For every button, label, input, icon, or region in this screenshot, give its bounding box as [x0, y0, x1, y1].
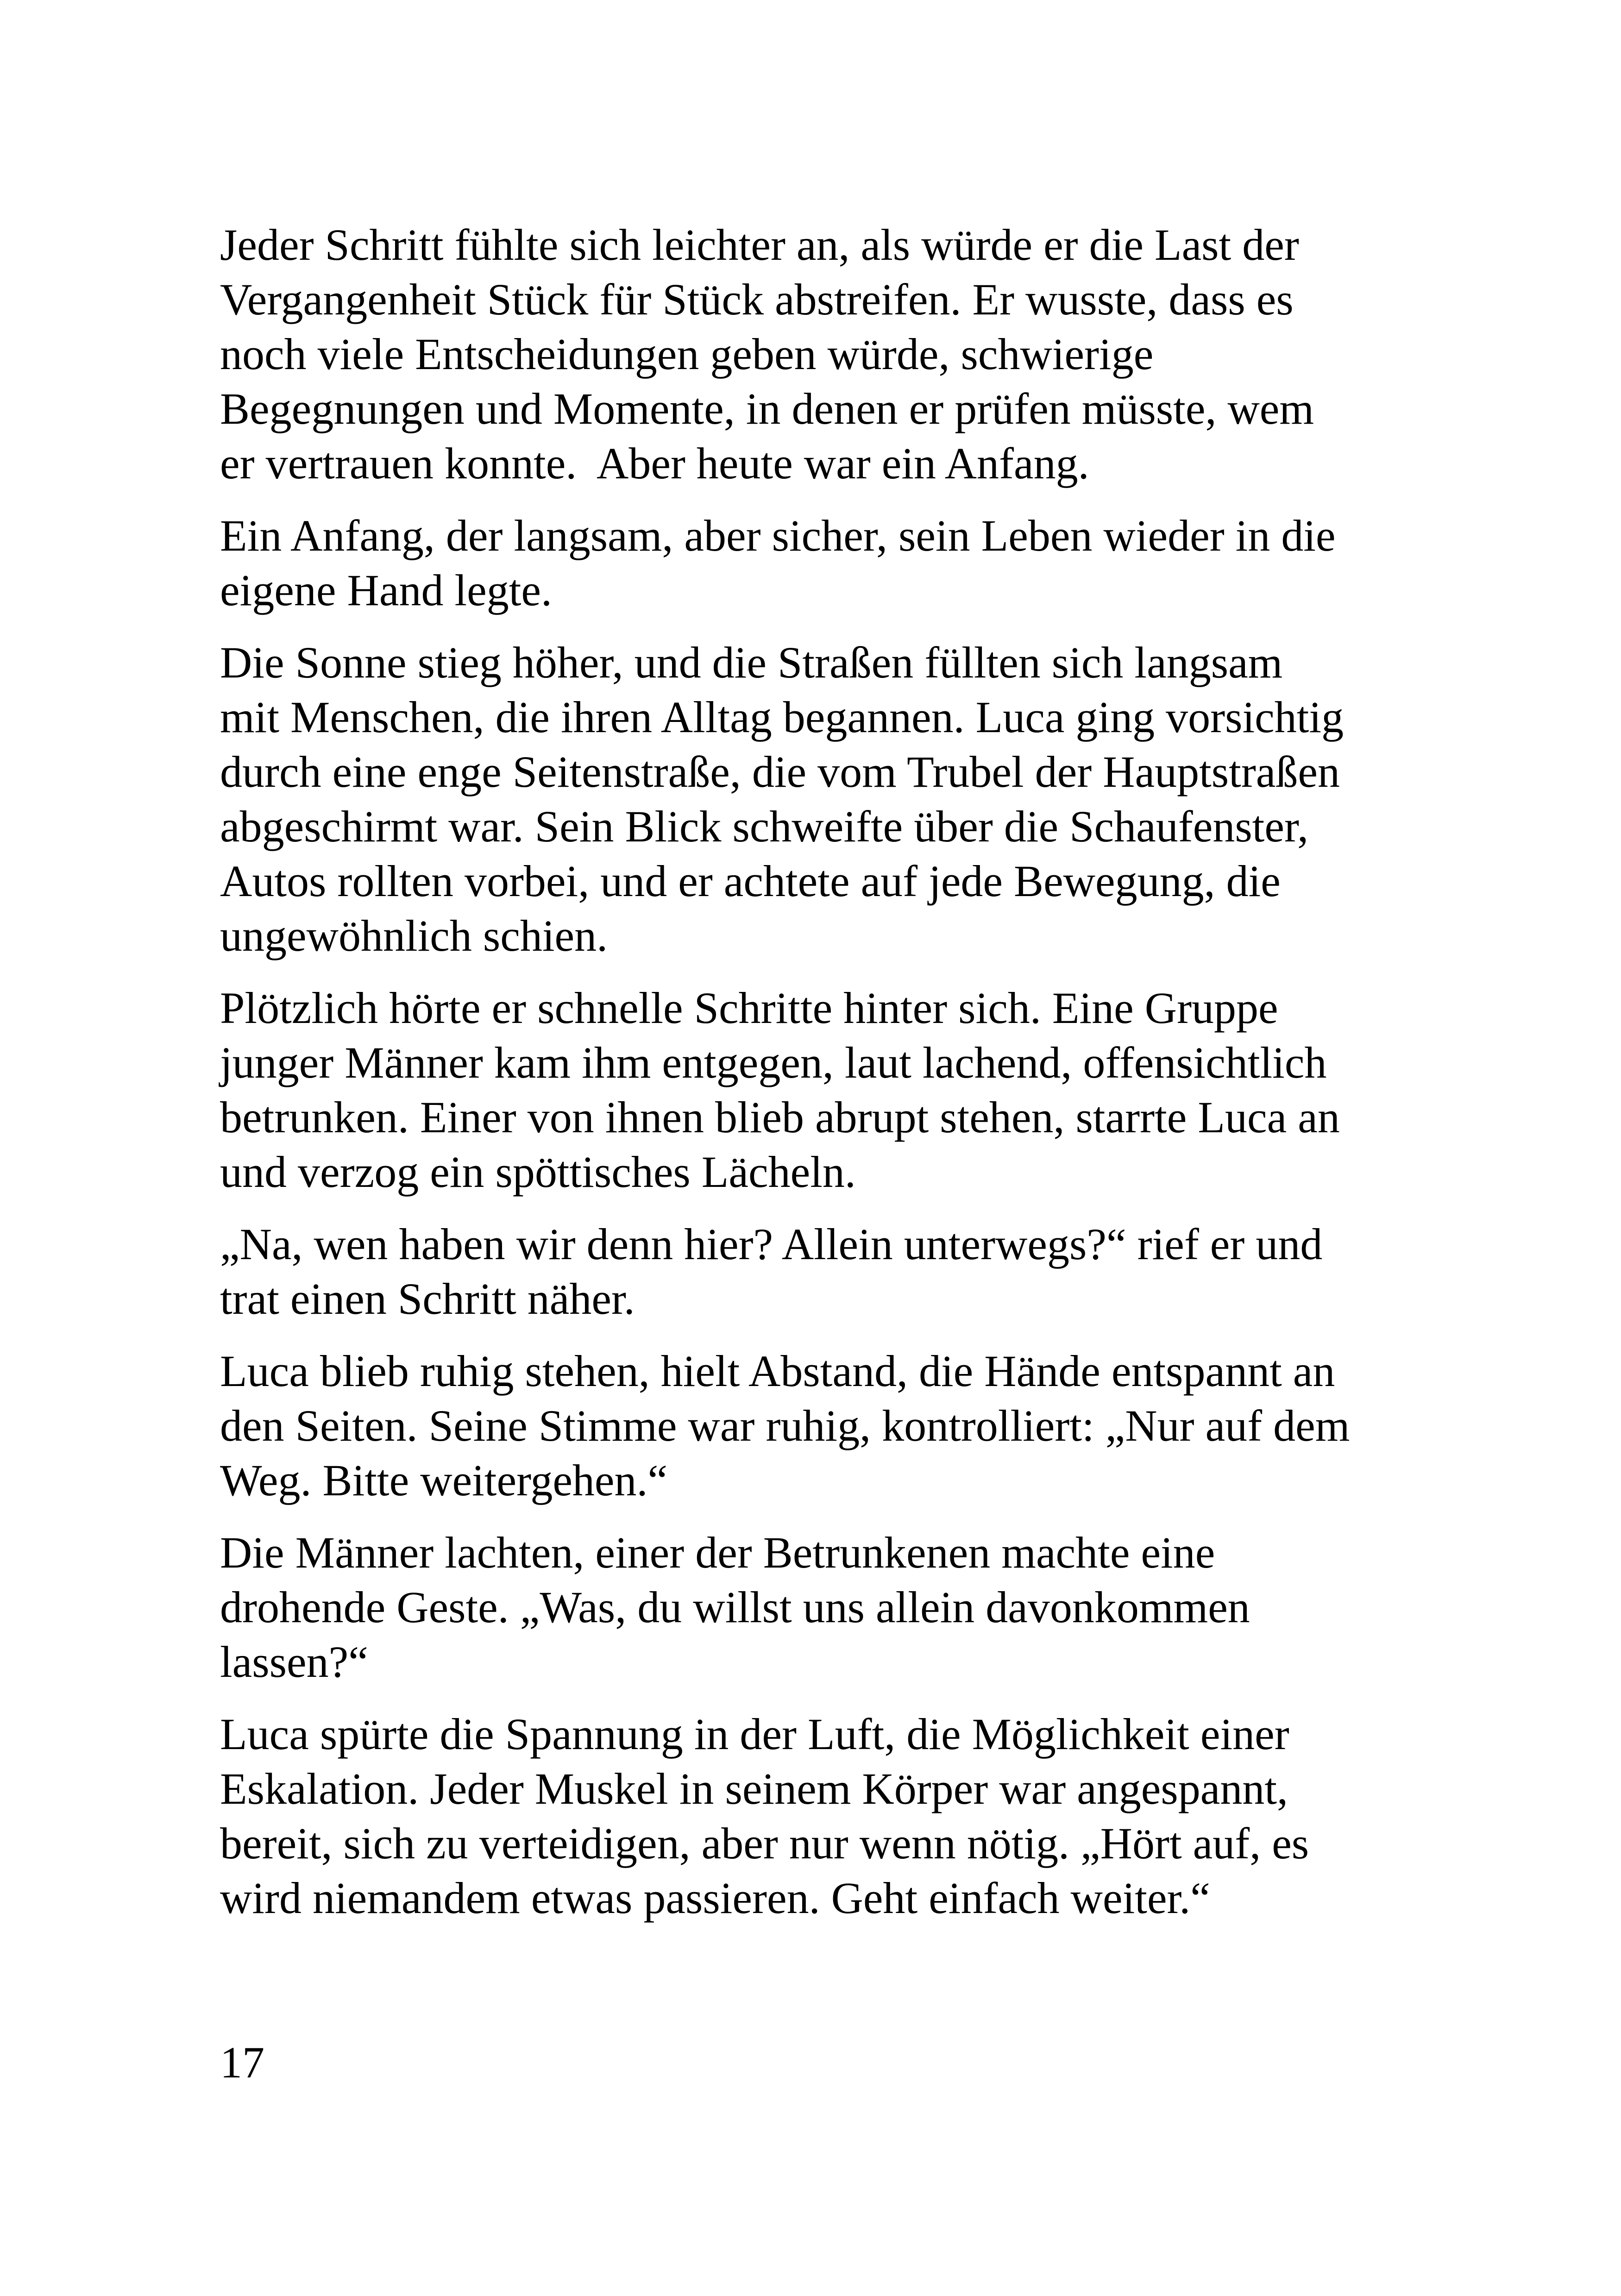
text-line: drohende Geste. „Was, du willst uns allein davonkommen	[220, 1582, 1250, 1632]
paragraph	[220, 981, 1415, 1199]
text-line: Plötzlich hörte er schnelle Schritte hinter sich. Eine Gruppe	[220, 983, 1278, 1033]
page-number: 17	[220, 2038, 264, 2087]
text-line: er vertrauen konnte. Aber heute war ein Anfang.	[220, 439, 1089, 488]
paragraph	[220, 1525, 1415, 1689]
text-line: Luca blieb ruhig stehen, hielt Abstand, die Hände entspannt an	[220, 1346, 1335, 1396]
text-line: Autos rollten vorbei, und er achtete auf jede Bewegung, die	[220, 856, 1281, 906]
paragraph	[220, 1217, 1415, 1326]
text-line: junger Männer kam ihm entgegen, laut lachend, offensichtlich	[220, 1038, 1327, 1087]
text-line: ungewöhnlich schien.	[220, 911, 608, 960]
text-line: eigene Hand legte.	[220, 565, 552, 615]
text-line: durch eine enge Seitenstraße, die vom Trubel der Hauptstraßen	[220, 747, 1340, 797]
text-line: bereit, sich zu verteidigen, aber nur wenn nötig. „Hört auf, es	[220, 1819, 1309, 1868]
text-line: Ein Anfang, der langsam, aber sicher, sein Leben wieder in die	[220, 511, 1336, 560]
text-line: Weg. Bitte weitergehen.“	[220, 1455, 668, 1505]
text-line: mit Menschen, die ihren Alltag begannen. Luca ging vorsichtig	[220, 692, 1344, 742]
text-line: Begegnungen und Momente, in denen er prüfen müsste, wem	[220, 384, 1314, 433]
paragraph	[220, 635, 1415, 963]
text-line: „Na, wen haben wir denn hier? Allein unterwegs?“ rief er und	[220, 1219, 1323, 1269]
text-line: noch viele Entscheidungen geben würde, schwierige	[220, 329, 1154, 379]
text-line: trat einen Schritt näher.	[220, 1274, 635, 1324]
text-line: Vergangenheit Stück für Stück abstreifen. Er wusste, dass es	[220, 275, 1294, 324]
body-text	[220, 218, 1415, 1943]
text-line: Die Männer lachten, einer der Betrunkenen machte eine	[220, 1528, 1215, 1577]
text-line: Die Sonne stieg höher, und die Straßen füllten sich langsam	[220, 638, 1283, 687]
text-line: lassen?“	[220, 1637, 368, 1687]
paragraph	[220, 1344, 1415, 1508]
text-line: abgeschirmt war. Sein Blick schweifte über die Schaufenster,	[220, 802, 1309, 851]
text-line: Luca spürte die Spannung in der Luft, die Möglichkeit einer	[220, 1709, 1289, 1759]
text-line: und verzog ein spöttisches Lächeln.	[220, 1147, 856, 1197]
text-line: den Seiten. Seine Stimme war ruhig, kontrolliert: „Nur auf dem	[220, 1401, 1350, 1450]
text-line: Eskalation. Jeder Muskel in seinem Körper war angespannt,	[220, 1764, 1288, 1813]
paragraph	[220, 218, 1415, 491]
paragraph	[220, 508, 1415, 618]
text-line: wird niemandem etwas passieren. Geht einfach weiter.“	[220, 1873, 1210, 1923]
text-line: Jeder Schritt fühlte sich leichter an, als würde er die Last der	[220, 220, 1299, 270]
paragraph	[220, 1707, 1415, 1926]
text-line: betrunken. Einer von ihnen blieb abrupt stehen, starrte Luca an	[220, 1092, 1340, 1142]
